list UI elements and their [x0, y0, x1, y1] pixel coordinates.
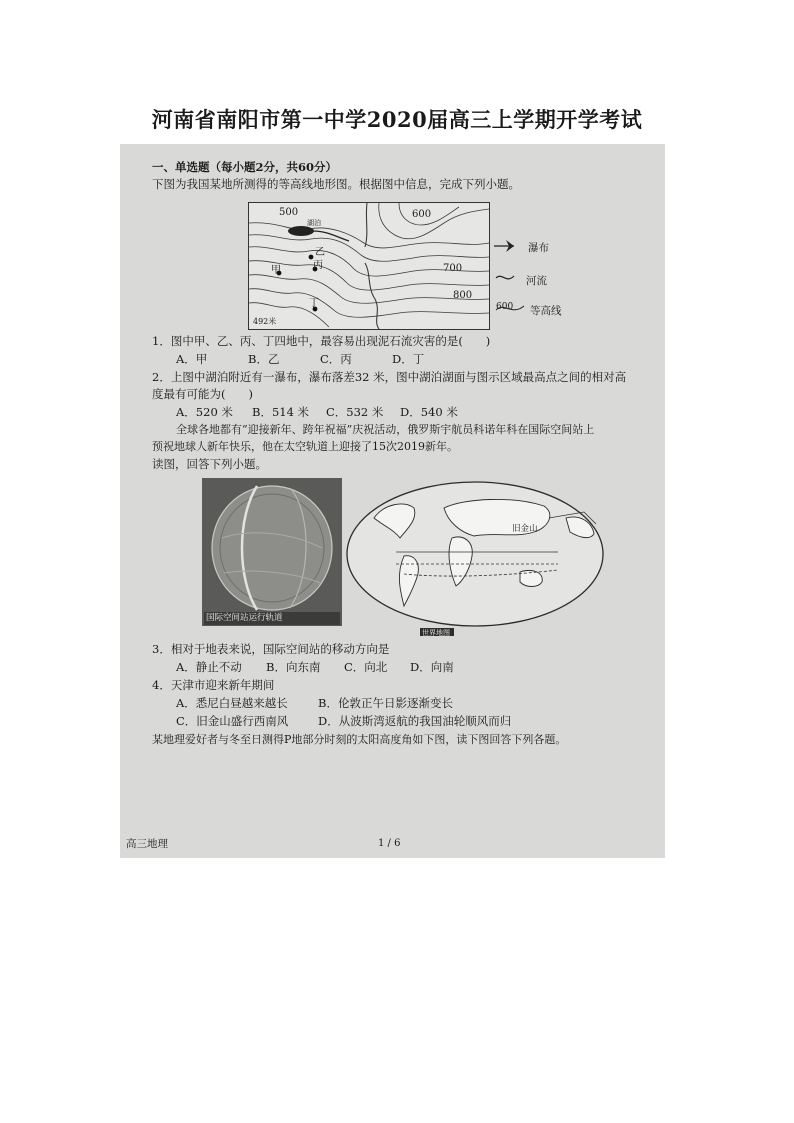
- lake-label: 湖泊: [307, 219, 321, 227]
- map-label-san-francisco: 旧金山: [512, 524, 538, 534]
- intro-text-2: 某地理爱好者与冬至日测得P地部分时刻的太阳高度角如下图，读下图回答下列各题。: [152, 733, 567, 746]
- point-ding: 丁: [309, 298, 319, 309]
- question-2-stem-line1: 2．上图中湖泊附近有一瀑布，瀑布落差32 米，图中湖泊湖面与图示区域最高点之间的相对高: [152, 370, 627, 384]
- q1-option-d: D．丁: [392, 352, 425, 366]
- contour-label-500: 500: [279, 207, 299, 218]
- question-3-stem: 3．相对于地表来说，国际空间站的移动方向是: [152, 642, 390, 656]
- point-bing: 丙: [313, 260, 323, 271]
- q4-option-b: B．伦敦正午日影逐渐变长: [318, 696, 453, 710]
- point-jia: 甲: [271, 265, 281, 276]
- map-caption: 世界地图: [422, 629, 450, 637]
- question-2-stem-line2: 度最有可能为( ): [152, 387, 253, 401]
- contour-label-700: 700: [443, 263, 463, 274]
- iss-orbit-photo: [202, 478, 342, 626]
- page-title: 河南省南阳市第一中学2020届高三上学期开学考试: [151, 107, 643, 132]
- passage-line-1: 全球各地都有“迎接新年、跨年祝福”庆祝活动，俄罗斯宇航员科诺年科在国际空间站上: [176, 423, 595, 436]
- q1-option-c: C．丙: [320, 352, 352, 366]
- q3-option-d: D．向南: [410, 660, 454, 674]
- question-4-stem: 4．天津市迎来新年期间: [152, 678, 275, 692]
- q4-option-a: A．悉尼白昼越来越长: [176, 696, 288, 710]
- passage-line-2: 预祝地球人新年快乐，他在太空轨道上迎接了15次2019新年。: [152, 440, 458, 453]
- q1-option-b: B．乙: [248, 352, 280, 366]
- q2-option-d: D．540 米: [400, 405, 458, 419]
- q3-option-c: C．向北: [344, 660, 388, 674]
- legend-contour: 等高线: [530, 305, 562, 317]
- legend-river: 河流: [526, 275, 547, 287]
- contour-map: [248, 202, 490, 330]
- q1-option-a: A．甲: [176, 352, 208, 366]
- elevation-label: 492米: [253, 317, 277, 326]
- section-heading: 一、单选题（每小题2分，共60分）: [152, 160, 338, 174]
- q2-option-c: C．532 米: [326, 405, 384, 419]
- question-1-stem: 1．图中甲、乙、丙、丁四地中，最容易出现泥石流灾害的是( ): [152, 334, 491, 348]
- q4-option-c: C．旧金山盛行西南风: [176, 714, 289, 728]
- point-yi: 乙: [315, 247, 325, 258]
- world-map: [344, 478, 606, 638]
- q4-option-d: D．从波斯湾返航的我国油轮顺风而归: [318, 714, 512, 728]
- q2-option-b: B．514 米: [252, 405, 310, 419]
- contour-label-800: 800: [453, 290, 473, 301]
- footer-page-number: 1 / 6: [378, 838, 401, 849]
- contour-label-600: 600: [412, 209, 432, 220]
- q2-option-a: A．520 米: [176, 405, 233, 419]
- legend-contour-value: 600: [496, 302, 514, 312]
- intro-text-1: 下图为我国某地所测得的等高线地形图。根据图中信息，完成下列小题。: [152, 177, 520, 191]
- legend-waterfall: 瀑布: [528, 242, 549, 254]
- river-icon: [496, 276, 514, 279]
- q3-option-b: B．向东南: [266, 660, 321, 674]
- passage-line-3: 读图，回答下列小题。: [152, 457, 267, 471]
- q3-option-a: A．静止不动: [176, 660, 242, 674]
- footer-subject: 高三地理: [126, 838, 168, 850]
- photo-caption: 国际空间站运行轨道: [206, 613, 283, 623]
- waterfall-icon: [494, 240, 514, 252]
- scanned-page: [120, 144, 665, 858]
